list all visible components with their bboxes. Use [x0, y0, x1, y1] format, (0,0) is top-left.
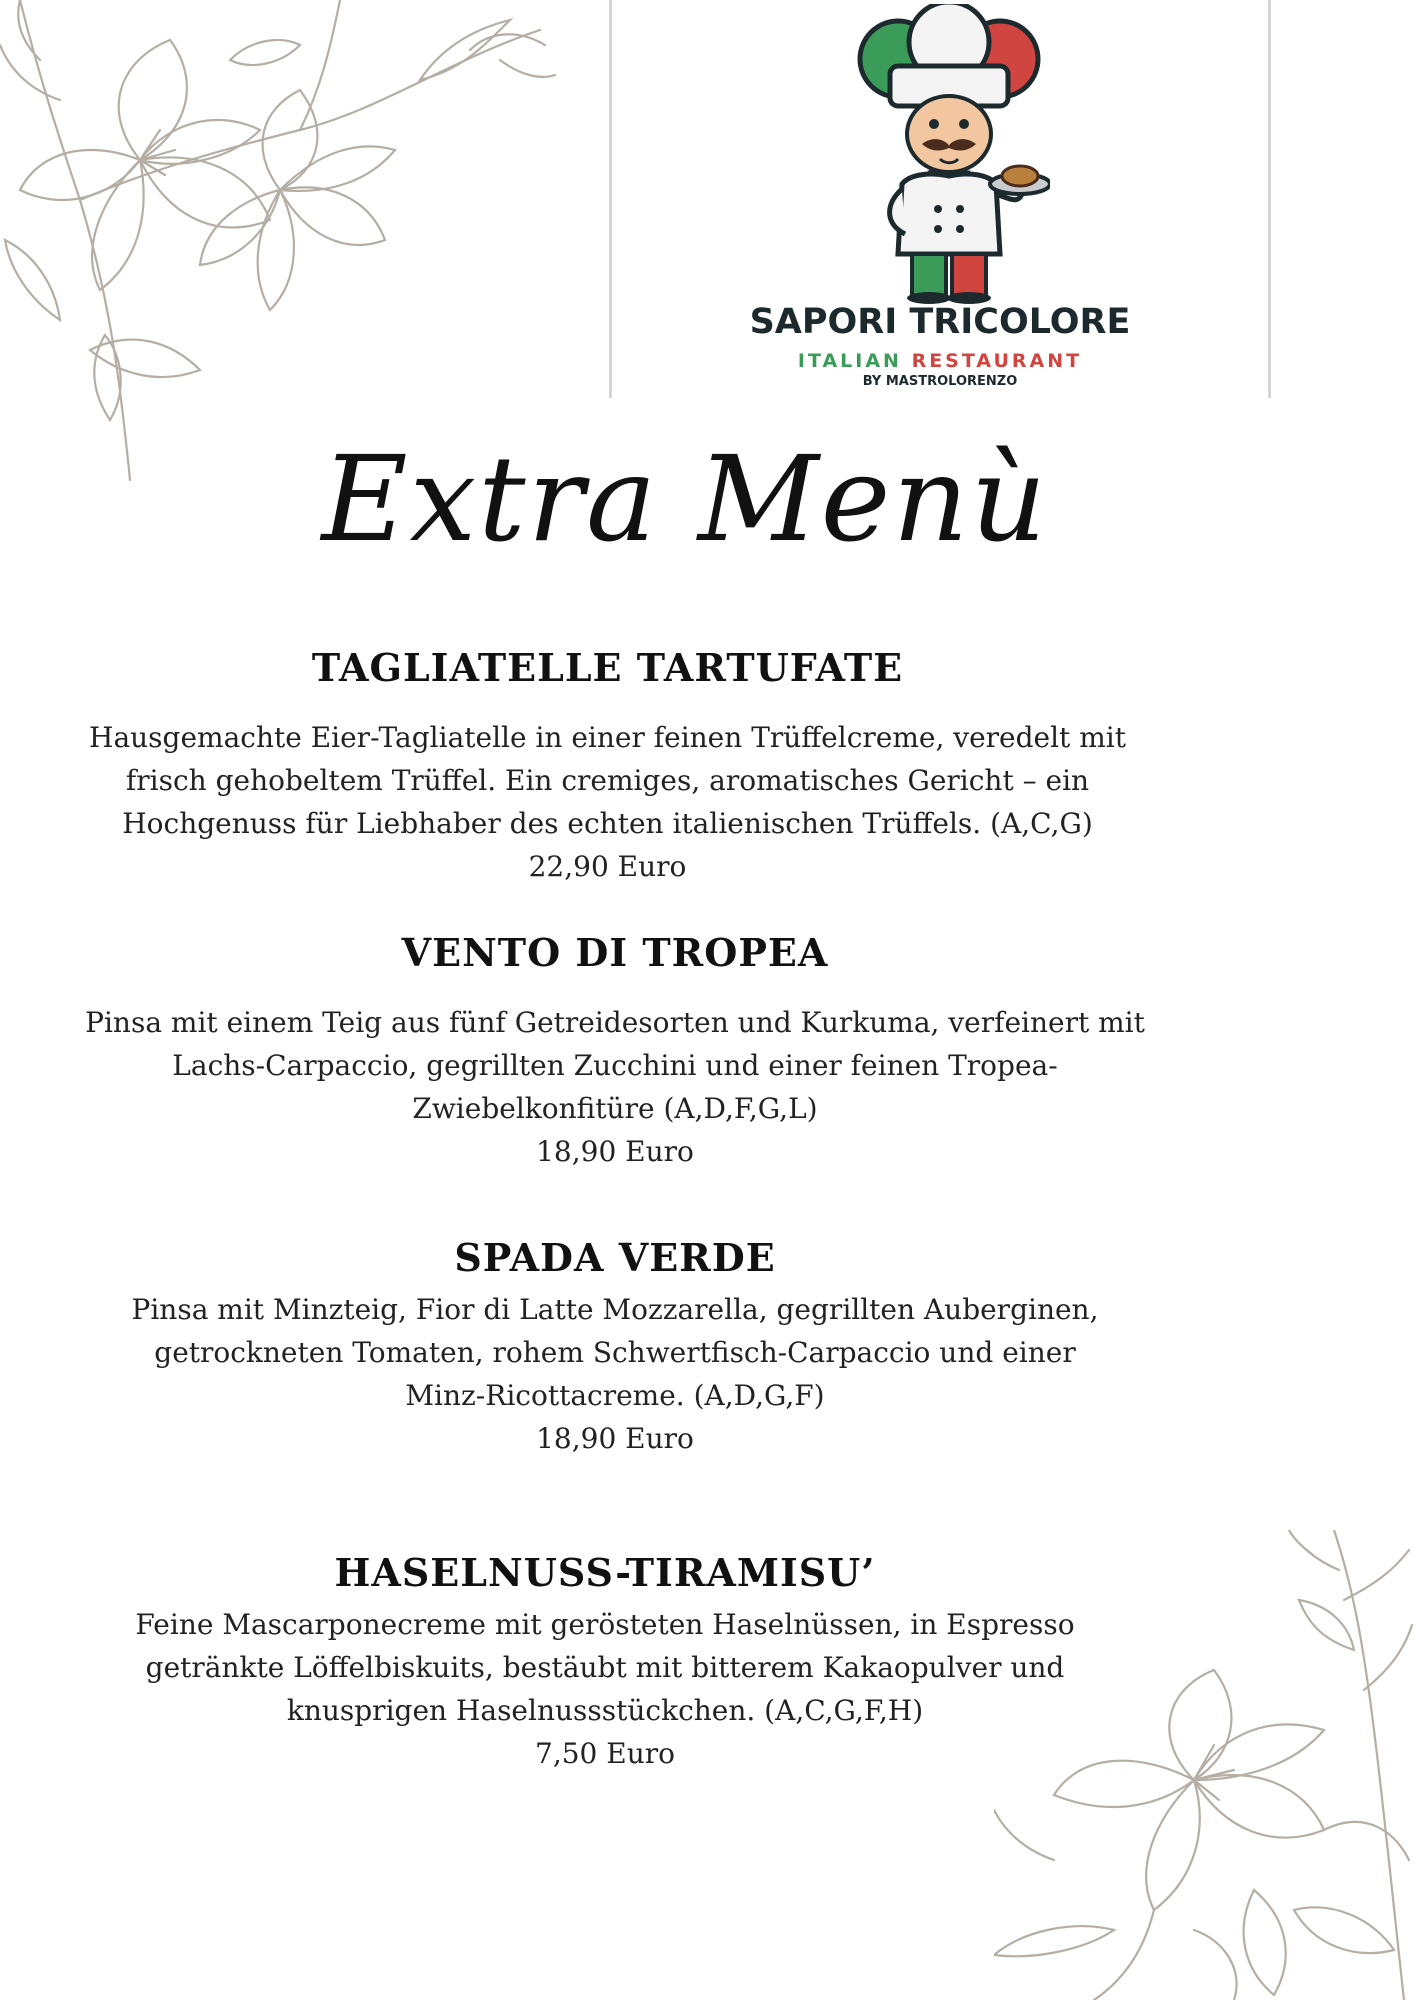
subtitle-word-italian: ITALIAN [797, 350, 902, 372]
chef-mascot-icon [850, 4, 1050, 304]
dish-price: 18,90 Euro [536, 1135, 694, 1168]
dish-description [40, 716, 1175, 845]
dish-description [40, 1603, 1170, 1732]
dish-name: VENTO DI TROPEA [401, 930, 829, 975]
description-line: frisch gehobeltem Trüffel. Ein cremiges, aromatisches Gericht – ein [125, 764, 1090, 797]
dish-name: HASELNUSS-TIRAMISU’ [334, 1550, 876, 1595]
restaurant-logo [740, 0, 1140, 400]
restaurant-subtitle [740, 350, 1140, 372]
menu-item [40, 1550, 1170, 1775]
description-line: knusprigen Haselnussstückchen. (A,C,G,F,H) [286, 1694, 924, 1727]
dish-name: SPADA VERDE [454, 1235, 776, 1280]
dish-name: TAGLIATELLE TARTUFATE [311, 645, 904, 690]
dish-description [40, 1001, 1190, 1130]
description-line: Hochgenuss für Liebhaber des echten italienischen Trüffels. (A,C,G) [122, 807, 1093, 840]
description-line: Pinsa mit Minzteig, Fior di Latte Mozzarella, gegrillten Auberginen, [131, 1293, 1099, 1326]
description-line: Pinsa mit einem Teig aus fünf Getreidesorten und Kurkuma, verfeinert mit [85, 1006, 1145, 1039]
dish-price: 18,90 Euro [536, 1422, 694, 1455]
dish-price: 7,50 Euro [535, 1737, 675, 1770]
dish-description [40, 1288, 1190, 1417]
description-line: Hausgemachte Eier-Tagliatelle in einer feinen Trüffelcreme, veredelt mit [89, 721, 1126, 754]
divider-line-right [1268, 0, 1271, 398]
restaurant-name: SAPORI TRICOLORE [749, 302, 1131, 342]
menu-title: Extra Menù [321, 430, 1049, 568]
restaurant-byline: BY MASTROLORENZO [862, 374, 1018, 389]
divider-line-left [609, 0, 612, 398]
subtitle-word-restaurant: RESTAURANT [911, 350, 1083, 372]
description-line: getrockneten Tomaten, rohem Schwertfisch-Carpaccio und einer [154, 1336, 1076, 1369]
description-line: Feine Mascarponecreme mit gerösteten Haselnüssen, in Espresso [135, 1608, 1075, 1641]
menu-item [40, 1235, 1190, 1460]
description-line: Minz-Ricottacreme. (A,D,G,F) [405, 1379, 825, 1412]
description-line: Zwiebelkonfitüre (A,D,F,G,L) [412, 1092, 818, 1125]
floral-decoration-top-left [0, 0, 560, 500]
menu-item [40, 930, 1190, 1173]
description-line: getränkte Löffelbiskuits, bestäubt mit bitterem Kakaopulver und [145, 1651, 1065, 1684]
dish-price: 22,90 Euro [528, 850, 687, 883]
menu-item [40, 645, 1175, 888]
description-line: Lachs-Carpaccio, gegrillten Zucchini und einer feinen Tropea- [172, 1049, 1058, 1082]
